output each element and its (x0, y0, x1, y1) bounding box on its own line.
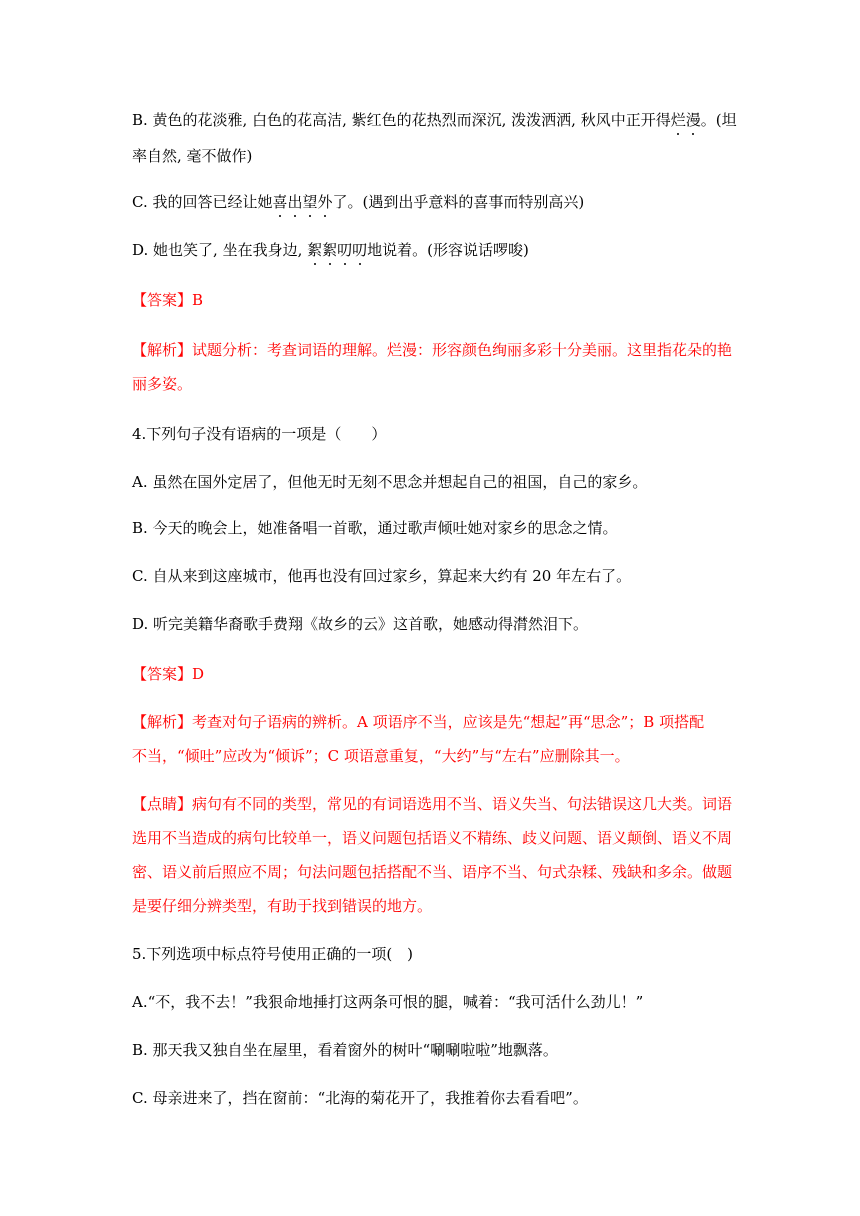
q5-option-c: C. 母亲进来了，挡在窗前：“北海的菊花开了，我推着你去看看吧”。 (132, 1089, 588, 1107)
dotted-char: 外 (317, 193, 333, 211)
dotted-char: 絮 (322, 241, 338, 259)
q5-option-a: A.“不，我不去！”我狠命地捶打这两条可恨的腿，喊着：“我可活什么劲儿！” (132, 993, 644, 1011)
analysis-label: 【解析】 (132, 341, 193, 359)
q4-option-a: A. 虽然在国外定居了，但他无时无刻不思念并想起自己的祖国，自己的家乡。 (132, 473, 648, 491)
dotted-char: 烂 (670, 111, 686, 129)
answer-value: D (192, 665, 205, 683)
q4-answer (132, 664, 750, 684)
q3-analysis-continued: 丽多姿。 (132, 375, 193, 393)
dotted-char: 叨 (337, 241, 353, 259)
q3-option-b-continued: 率自然, 毫不做作) (132, 147, 253, 165)
q3-option-b-text: B. 黄色的花淡雅, 白色的花高洁, 紫红色的花热烈而深沉, 泼泼洒洒, 秋风中正开得 (132, 111, 671, 129)
q4-tip (132, 794, 750, 814)
q4-question: 4.下列句子没有语病的一项是（ ） (132, 425, 387, 443)
dotted-char: 出 (287, 193, 303, 211)
analysis-text: 考查对句子语病的辨析。A 项语序不当，应该是先“想起”再“思念”；B 项搭配 (192, 713, 705, 731)
q3-option-b-gloss: 。(坦 (700, 111, 737, 129)
q4-analysis (132, 712, 750, 732)
dotted-char: 叨 (352, 241, 368, 259)
q3-option-b (132, 110, 750, 130)
q4-option-b: B. 今天的晚会上，她准备唱一首歌，通过歌声倾吐她对家乡的思念之情。 (132, 519, 618, 537)
tip-text: 病句有不同的类型，常见的有词语选用不当、语义失当、句法错误这几大类。词语 (192, 795, 733, 813)
q4-tip-line-4: 是要仔细分辨类型，有助于找到错误的地方。 (132, 897, 433, 915)
answer-label: 【答案】 (132, 665, 193, 683)
q3-option-d-gloss: 地说着。(形容说话啰唆) (367, 241, 529, 259)
dotted-char: 漫 (685, 111, 701, 129)
analysis-text: 试题分析：考查词语的理解。烂漫：形容颜色绚丽多彩十分美丽。这里指花朵的艳 (192, 341, 733, 359)
q4-option-c: C. 自从来到这座城市，他再也没有回过家乡，算起来大约有 20 年左右了。 (132, 567, 632, 585)
tip-label: 【点睛】 (132, 795, 193, 813)
q3-option-c (132, 192, 750, 212)
dotted-char: 喜 (272, 193, 288, 211)
q3-option-c-gloss: 了。(遇到出乎意料的喜事而特别高兴) (332, 193, 585, 211)
dotted-char: 望 (302, 193, 318, 211)
q5-question: 5.下列选项中标点符号使用正确的一项( ) (132, 945, 414, 963)
q4-analysis-continued: 不当，“倾吐”应改为“倾诉”；C 项语意重复，“大约”与“左右”应删除其一。 (132, 747, 630, 765)
q3-option-c-text: C. 我的回答已经让她 (132, 193, 273, 211)
analysis-label: 【解析】 (132, 713, 193, 731)
answer-label: 【答案】 (132, 291, 193, 309)
q3-analysis (132, 340, 750, 360)
q5-option-b: B. 那天我又独自坐在屋里，看着窗外的树叶“唰唰啦啦”地飘落。 (132, 1041, 558, 1059)
q3-answer (132, 290, 750, 310)
q3-option-d-text: D. 她也笑了, 坐在我身边, (132, 241, 308, 259)
q3-option-d (132, 240, 750, 260)
q4-option-d: D. 听完美籍华裔歌手费翔《故乡的云》这首歌，她感动得潸然泪下。 (132, 615, 589, 633)
q4-tip-line-2: 选用不当造成的病句比较单一，语义问题包括语义不精练、歧义问题、语义颠倒、语义不周 (132, 829, 733, 847)
answer-value: B (192, 291, 204, 309)
q4-tip-line-3: 密、语义前后照应不周；句法问题包括搭配不当、语序不当、句式杂糅、残缺和多余。做题 (132, 863, 733, 881)
dotted-char: 絮 (307, 241, 323, 259)
